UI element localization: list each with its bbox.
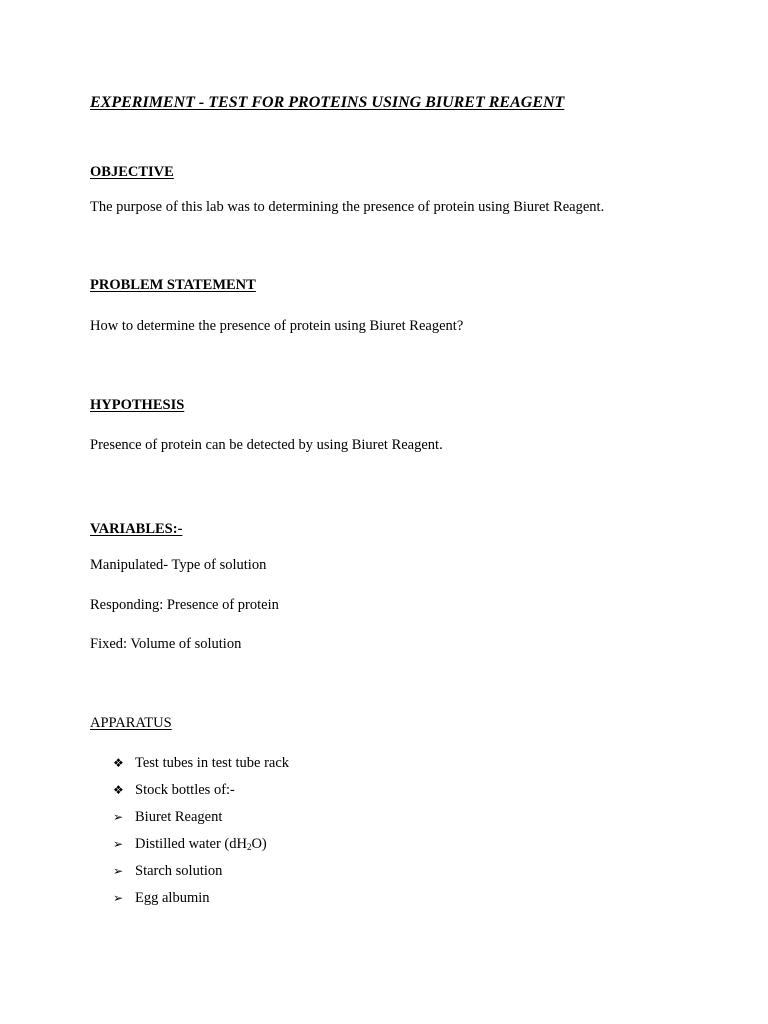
- list-item: [113, 808, 222, 826]
- objective-text: The purpose of this lab was to determining the presence of protein using Biuret Reagent.: [90, 199, 605, 215]
- arrow-bullet-icon: ➢: [113, 864, 124, 878]
- variable-fixed: Fixed: Volume of solution: [90, 636, 242, 652]
- list-item: [113, 781, 235, 799]
- variable-manipulated: Manipulated- Type of solution: [90, 557, 267, 573]
- hypothesis-text: Presence of protein can be detected by using Biuret Reagent.: [90, 437, 443, 453]
- problem-statement-text: How to determine the presence of protein using Biuret Reagent?: [90, 318, 464, 334]
- problem-statement-heading: PROBLEM STATEMENT: [90, 277, 256, 293]
- arrow-bullet-icon: ➢: [113, 891, 124, 905]
- list-item-text: Biuret Reagent: [135, 809, 223, 825]
- list-item-text: Stock bottles of:-: [135, 782, 235, 798]
- apparatus-heading: APPARATUS: [90, 715, 172, 731]
- hypothesis-heading: HYPOTHESIS: [90, 397, 185, 413]
- list-item-text: Starch solution: [135, 863, 223, 879]
- diamond-bullet-icon: ❖: [113, 783, 124, 797]
- variables-heading: VARIABLES:-: [90, 521, 183, 537]
- list-item: [113, 862, 222, 880]
- document-title: EXPERIMENT - TEST FOR PROTEINS USING BIURET REAGENT: [90, 94, 565, 111]
- arrow-bullet-icon: ➢: [113, 810, 124, 824]
- objective-heading: OBJECTIVE: [90, 164, 174, 180]
- list-item-text: Egg albumin: [135, 890, 210, 906]
- list-item: [113, 754, 289, 772]
- list-item: [113, 889, 210, 907]
- arrow-bullet-icon: ➢: [113, 837, 124, 851]
- list-item-text: Test tubes in test tube rack: [135, 755, 290, 771]
- list-item-text: Distilled water $(dH_2O)$: [135, 836, 267, 852]
- variable-responding: Responding: Presence of protein: [90, 597, 279, 613]
- list-item: [113, 835, 267, 853]
- diamond-bullet-icon: ❖: [113, 756, 124, 770]
